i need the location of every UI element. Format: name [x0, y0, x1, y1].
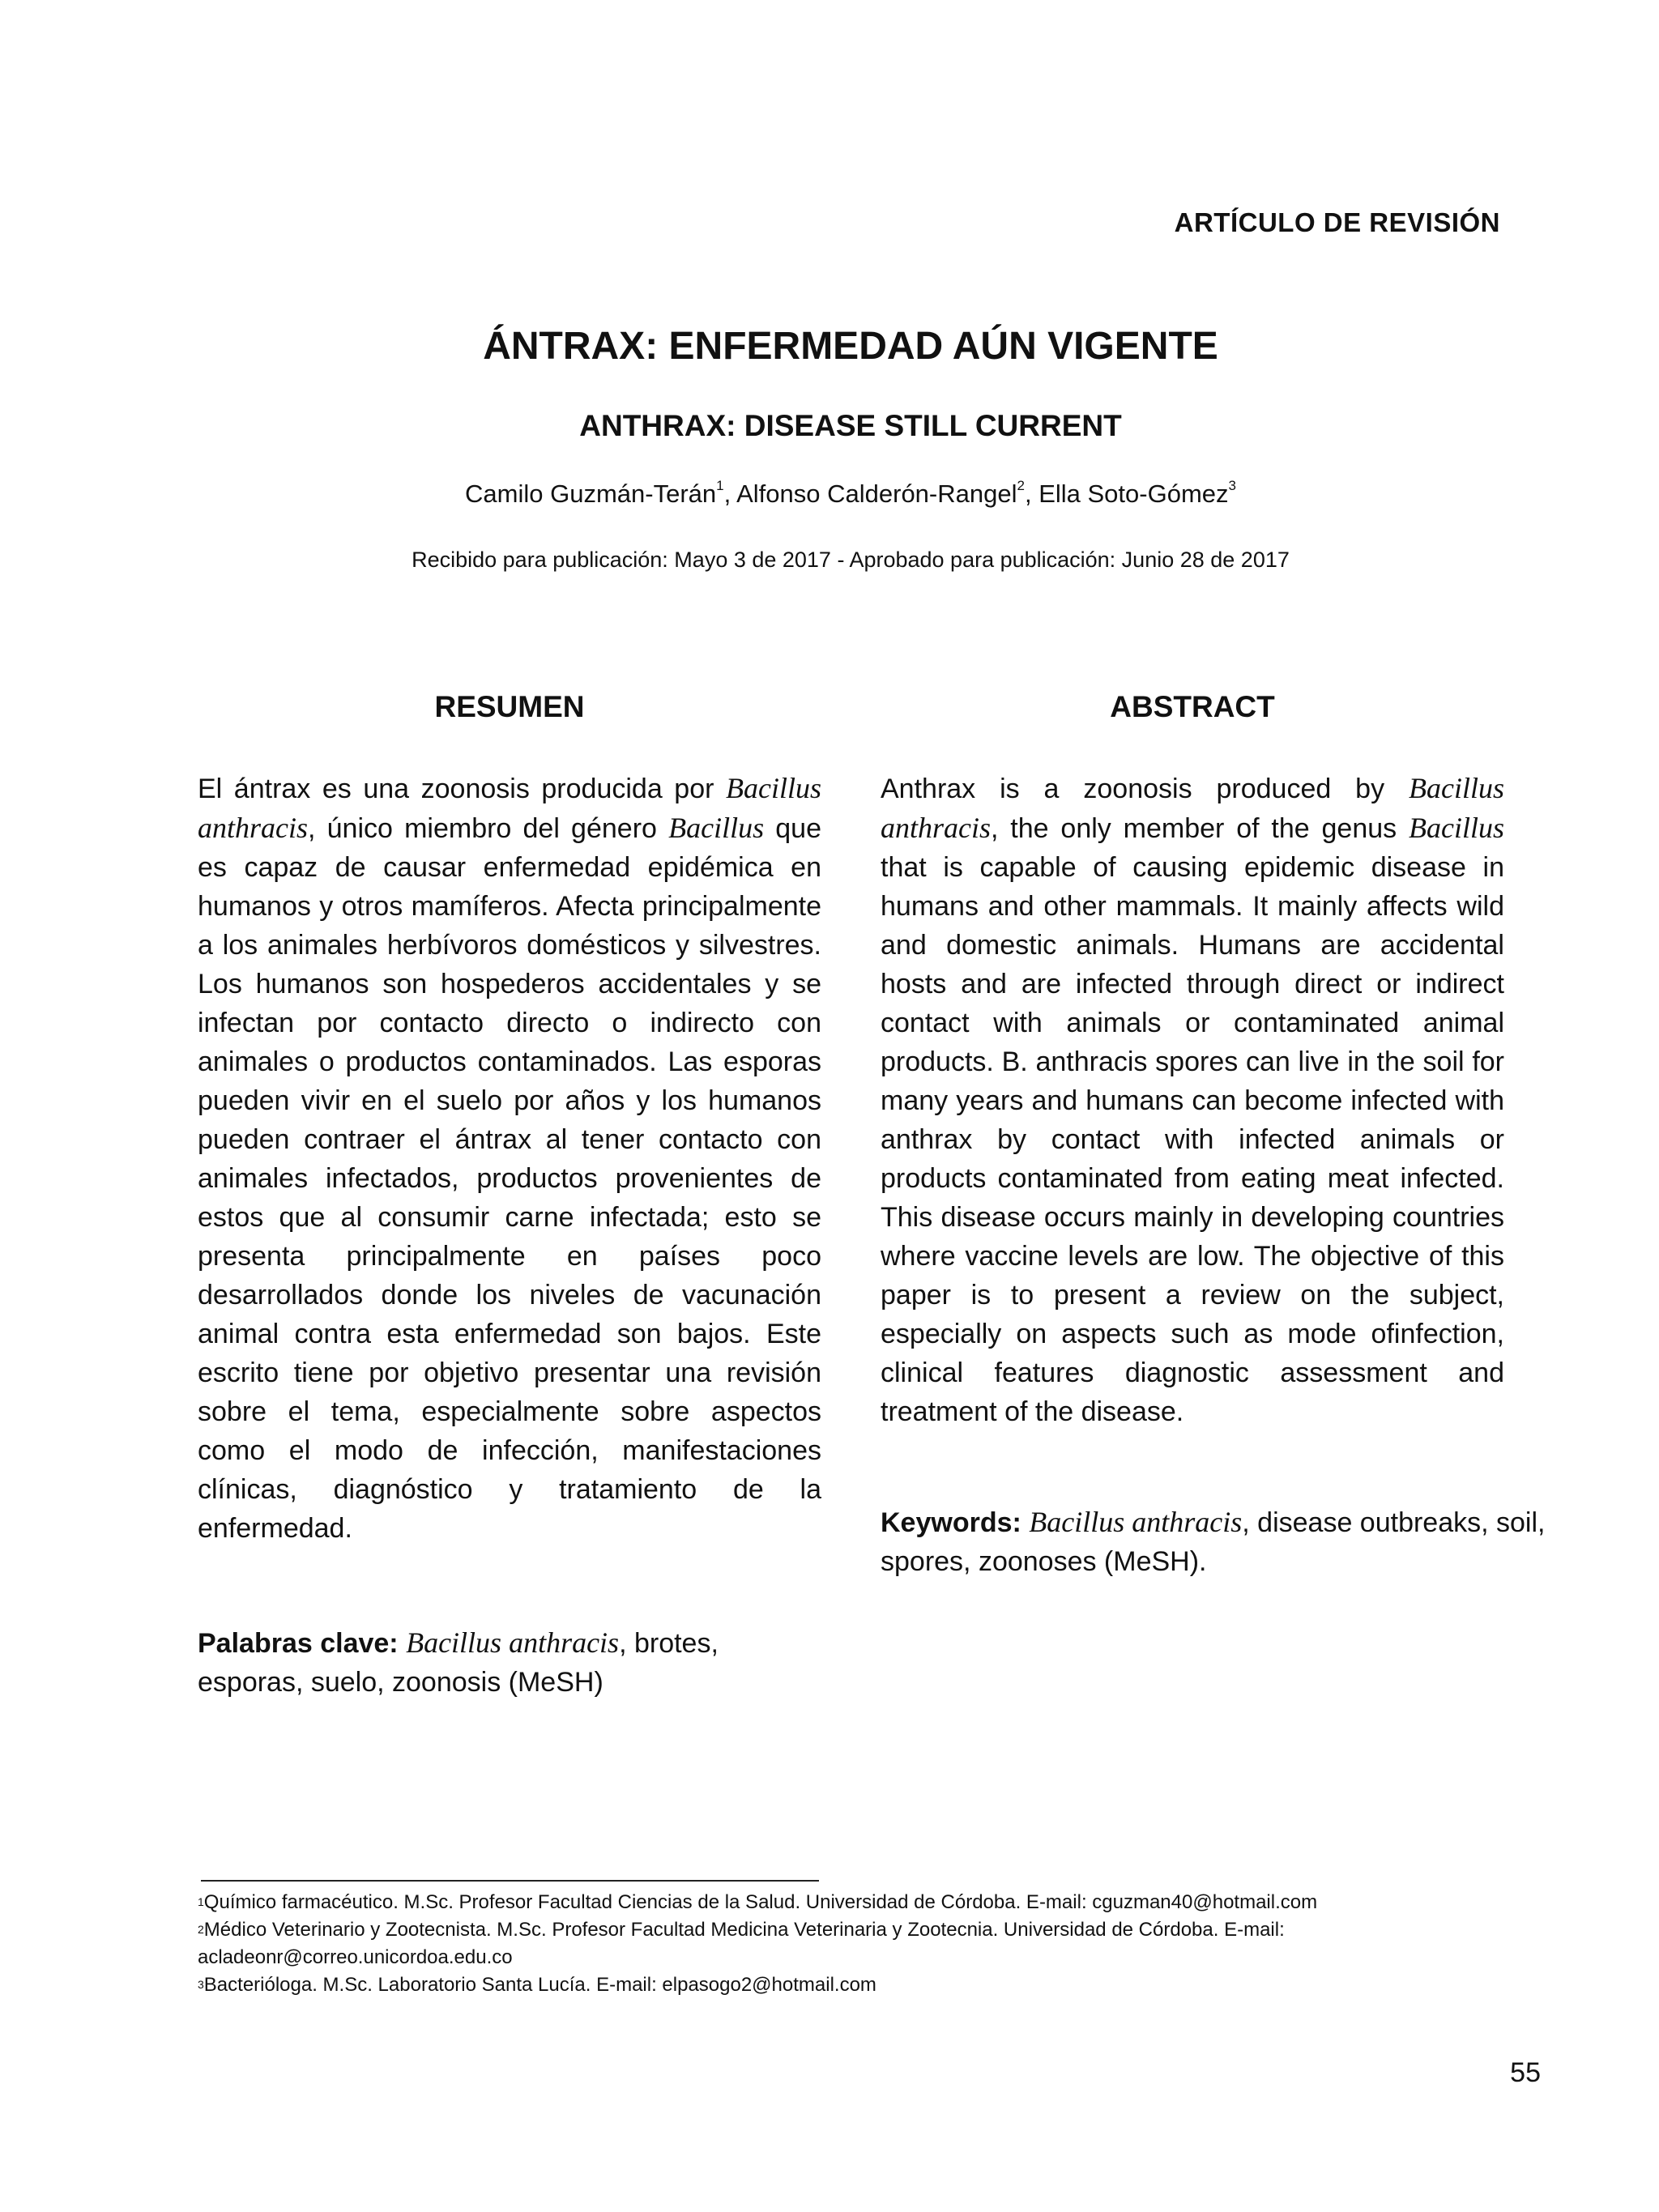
resumen-heading: RESUMEN — [434, 690, 585, 723]
footnotes — [198, 1889, 1461, 1999]
footnote-mark: 2 — [198, 1923, 204, 1936]
keywords-label: Keywords: — [881, 1507, 1021, 1538]
publication-dates: Recibido para publicación: Mayo 3 de 2017 - Aprobado para publicación: Junio 28 de 2017 — [412, 548, 1290, 572]
keywords-label: Palabras clave: — [198, 1628, 399, 1659]
author-separator: , — [723, 479, 737, 508]
author-name: Camilo Guzmán-Terán — [465, 479, 717, 508]
genus-name: Bacillus — [668, 812, 765, 844]
author-name: Alfonso Calderón-Rangel — [736, 479, 1017, 508]
footnote-text: Bacterióloga. M.Sc. Laboratorio Santa Lucía. E-mail: elpasogo2@hotmail.com — [203, 1974, 876, 1996]
footnote — [198, 1971, 1461, 1999]
section-label: ARTÍCULO DE REVISIÓN — [1174, 207, 1500, 237]
resumen-body — [198, 769, 821, 1548]
abstract-text: Anthrax is a zoonosis produced by — [881, 774, 1410, 804]
footnote-mark: 3 — [198, 1978, 204, 1991]
footnote-text: Médico Veterinario y Zootecnista. M.Sc. Profesor Facultad Medicina Veterinaria y Zootecnia. Universidad de Córdoba. E-mail: acladeonr@correo.unicordoa.edu.co — [198, 1919, 1285, 1968]
genus-name: Bacillus — [1409, 812, 1504, 844]
resumen-text: El ántrax es una zoonosis producida por — [198, 774, 727, 804]
resumen-text: que es capaz de causar enfermedad epidémica en humanos y otros mamíferos. Afecta principalmente a los animales herbívoros domésticos y silvestres. Los humanos son hospederos accidentales y se infectan por contacto directo o indirecto con animales o productos contaminados. Las esporas pueden vivir en el suelo por años y los humanos pueden contraer el ántrax al tener contacto con animales infectados, productos provenientes de estos que al consumir carne infectada; esto se presenta principalmente en países poco desarrollados donde los niveles de vacunación animal contra esta enfermedad son bajos. Este escrito tiene por objetivo presentar una revisión sobre el tema, especialmente sobre aspectos como el modo de infección, manifestaciones clínicas, diagnóstico y tratamiento de la enfermedad. — [198, 813, 821, 1544]
article-title-spanish: ÁNTRAX: ENFERMEDAD AÚN VIGENTE — [483, 325, 1218, 368]
footnote-divider — [201, 1880, 819, 1882]
abstract-text: that is capable of causing epidemic disease in humans and other mammals. It mainly affects wild and domestic animals. Humans are accidental hosts and are infected through direct or indirect contact with animals or contaminated animal products. B. anthracis spores can live in the soil for many years and humans can become infected with anthrax by contact with infected animals or products contaminated from eating meat infected. This disease occurs mainly in developing countries where vaccine levels are low. The objective of this paper is to present a review on the subject, especially on aspects such as mode ofinfection, clinical features diagnostic assessment and treatment of the disease. — [881, 852, 1504, 1427]
keywords-text: , disease outbreaks, soil, spores, zoonoses (MeSH). — [881, 1507, 1546, 1577]
palabras-clave — [198, 1623, 830, 1702]
footnote-mark: 1 — [198, 1895, 204, 1908]
footnote — [198, 1916, 1461, 1971]
author-name: Ella Soto-Gómez — [1038, 479, 1229, 508]
footnote — [198, 1889, 1461, 1916]
article-title-english: ANTHRAX: DISEASE STILL CURRENT — [579, 409, 1122, 442]
footnote-text: Químico farmacéutico. M.Sc. Profesor Facultad Ciencias de la Salud. Universidad de Córdoba. E-mail: cguzman40@hotmail.com — [203, 1891, 1318, 1913]
affiliation-mark: 3 — [1228, 478, 1236, 493]
species-name: Bacillus anthracis — [881, 772, 1504, 844]
abstract-text: , the only member of the genus — [991, 813, 1410, 844]
author-separator: , — [1024, 479, 1039, 508]
species-name: Bacillus anthracis — [198, 772, 821, 844]
keywords-text: , brotes, esporas, suelo, zoonosis (MeSH) — [198, 1628, 719, 1698]
abstract-body — [881, 769, 1504, 1431]
keywords — [881, 1502, 1553, 1581]
species-name: Bacillus anthracis — [406, 1626, 620, 1659]
affiliation-mark: 1 — [716, 478, 724, 493]
page-number: 55 — [1510, 2057, 1541, 2088]
resumen-text: , único miembro del género — [308, 813, 669, 844]
species-name: Bacillus anthracis — [1029, 1506, 1243, 1538]
affiliation-mark: 2 — [1017, 478, 1025, 493]
author-list — [0, 479, 1659, 509]
abstract-heading: ABSTRACT — [1110, 690, 1275, 723]
